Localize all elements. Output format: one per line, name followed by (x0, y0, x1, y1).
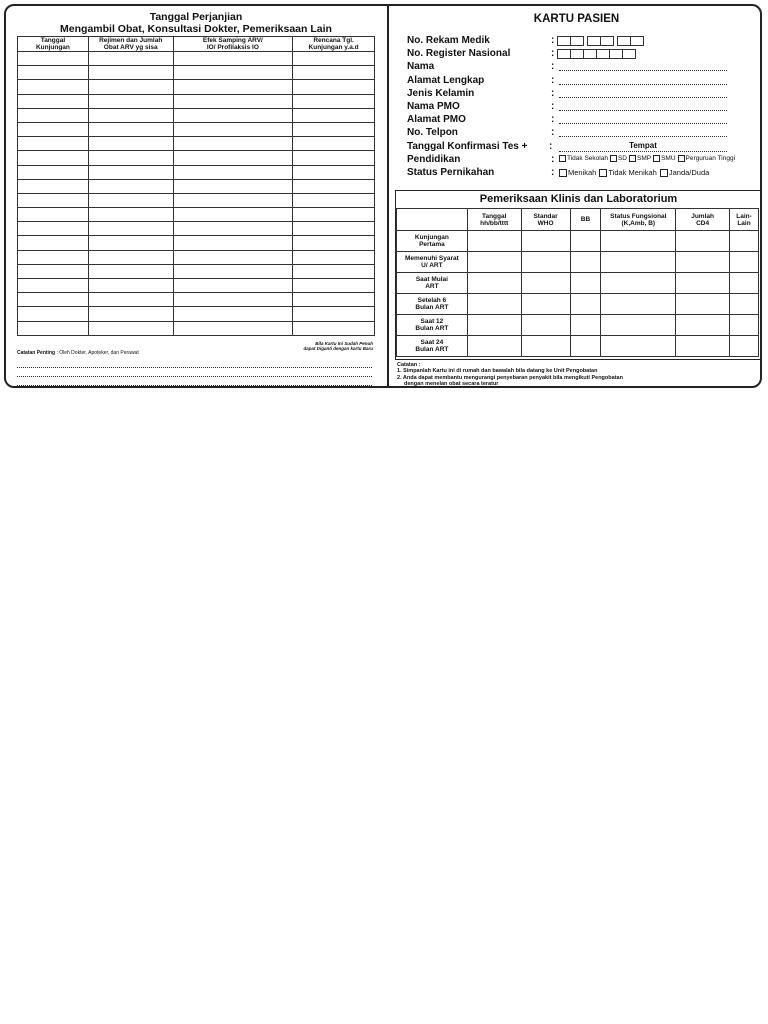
clinical-cell[interactable] (570, 315, 601, 336)
appointment-row (18, 94, 375, 108)
field-colon: : (551, 35, 555, 46)
appointment-cell[interactable] (88, 321, 173, 335)
digit-box[interactable] (557, 49, 571, 59)
digit-box[interactable] (617, 36, 631, 46)
appointment-row (18, 236, 375, 250)
appointment-cell[interactable] (18, 236, 89, 250)
appointment-row (18, 279, 375, 293)
appointment-title-line2: Mengambil Obat, Konsultasi Dokter, Pemeriksaan Lain (60, 23, 332, 35)
clinical-cell[interactable] (730, 273, 759, 294)
clinical-row (397, 315, 759, 336)
field-input-line[interactable] (559, 97, 727, 98)
clinical-cell[interactable] (521, 294, 570, 315)
clinical-exam-box (395, 190, 762, 360)
appointment-cell[interactable] (173, 321, 293, 335)
appointment-cell[interactable] (293, 293, 375, 307)
appointment-cell[interactable] (18, 222, 89, 236)
appointment-cell[interactable] (293, 151, 375, 165)
field-input-line[interactable] (559, 70, 727, 71)
appointment-cell[interactable] (173, 52, 293, 66)
appointment-row (18, 165, 375, 179)
option-label: Tidak Sekolah (567, 154, 608, 162)
field-colon: : (551, 167, 555, 178)
clinical-cell[interactable] (570, 231, 601, 252)
clinical-cell[interactable] (676, 273, 730, 294)
clinical-exam-table (396, 208, 759, 357)
appointment-cell[interactable] (88, 52, 173, 66)
appointment-cell[interactable] (293, 137, 375, 151)
col-tanggal-kunjungan: Tanggal Kunjungan (18, 37, 89, 52)
clinical-cell[interactable] (676, 336, 730, 357)
clinical-header-cell: Tanggal hh/bb/tttt (467, 209, 521, 231)
full-card-note: Bila Kartu Ini Sudah Penuh dapat Diganti dengan kartu Baru (303, 341, 373, 351)
field-row (407, 75, 762, 88)
field-label: No. Register Nasional (407, 48, 511, 60)
appointment-cell[interactable] (88, 137, 173, 151)
field-input-line[interactable] (559, 84, 727, 85)
appointment-row (18, 321, 375, 335)
appointment-cell[interactable] (18, 137, 89, 151)
appointment-cell[interactable] (88, 179, 173, 193)
appointment-cell[interactable] (88, 293, 173, 307)
clinical-exam-title: Pemeriksaan Klinis dan Laboratorium (479, 193, 678, 205)
appointment-row (18, 250, 375, 264)
option-label: SMU (661, 154, 676, 162)
checkbox-icon[interactable] (678, 155, 685, 162)
appointment-cell[interactable] (293, 179, 375, 193)
appointment-row (18, 80, 375, 94)
option-item[interactable] (610, 155, 627, 162)
field-label: Pendidikan (407, 153, 461, 165)
clinical-cell[interactable] (601, 294, 676, 315)
appointment-cell[interactable] (293, 307, 375, 321)
field-input-line[interactable] (559, 123, 727, 124)
option-item[interactable] (678, 155, 736, 162)
clinical-row-label: Memenuhi Syarat U/ ART (397, 252, 468, 273)
appointment-cell[interactable] (293, 94, 375, 108)
field-label: Nama PMO (407, 101, 460, 112)
field-colon: : (549, 140, 553, 152)
field-label: Status Pernikahan (407, 167, 495, 178)
appointment-row (18, 193, 375, 207)
field-row (407, 141, 762, 154)
appointment-row (18, 264, 375, 278)
clinical-cell[interactable] (730, 336, 759, 357)
field-colon: : (551, 87, 555, 99)
appointment-cell[interactable] (293, 108, 375, 122)
appointment-cell[interactable] (88, 151, 173, 165)
appointment-cell[interactable] (18, 165, 89, 179)
field-label: Nama (407, 61, 435, 73)
clinical-cell[interactable] (467, 252, 521, 273)
col-rejimen: Rejimen dan Jumlah Obat ARV yg sisa (88, 37, 173, 52)
checkbox-icon[interactable] (559, 169, 567, 177)
appointment-cell[interactable] (88, 264, 173, 278)
appointment-title-line1: Tanggal Perjanjian (149, 11, 243, 23)
option-item[interactable] (629, 155, 651, 162)
clinical-cell[interactable] (730, 294, 759, 315)
option-label: Menikah (568, 168, 597, 177)
clinical-cell[interactable] (521, 336, 570, 357)
appointment-cell[interactable] (173, 179, 293, 193)
appointment-cell[interactable] (18, 80, 89, 94)
field-row (407, 35, 762, 48)
checkbox-icon[interactable] (660, 169, 668, 177)
appointment-cell[interactable] (173, 293, 293, 307)
notes-line-3: dengan menelan obat secara teratur (404, 380, 499, 387)
note-line-1[interactable] (17, 367, 372, 368)
clinical-cell[interactable] (467, 273, 521, 294)
clinical-cell[interactable] (676, 252, 730, 273)
appointment-cell[interactable] (18, 264, 89, 278)
appointment-cell[interactable] (293, 321, 375, 335)
appointment-row (18, 137, 375, 151)
appointment-body (18, 52, 375, 336)
clinical-cell[interactable] (521, 231, 570, 252)
clinical-cell[interactable] (521, 315, 570, 336)
clinical-cell[interactable] (521, 252, 570, 273)
clinical-cell[interactable] (730, 315, 759, 336)
field-colon: : (551, 48, 555, 60)
clinical-cell[interactable] (676, 231, 730, 252)
appointment-cell[interactable] (293, 250, 375, 264)
clinical-header-cell (397, 209, 468, 231)
clinical-cell[interactable] (570, 294, 601, 315)
field-label: No. Rekam Medik (407, 35, 490, 46)
appointment-cell[interactable] (18, 250, 89, 264)
digit-box[interactable] (630, 36, 644, 46)
appointment-title (6, 11, 386, 35)
notes-title: Catatan : (397, 362, 421, 368)
digit-box[interactable] (570, 49, 584, 59)
field-colon: : (551, 114, 555, 126)
option-label: Janda/Duda (668, 168, 710, 177)
appointment-cell[interactable] (18, 293, 89, 307)
col-rencana-tgl: Rencana Tgl. Kunjungan y.a.d (293, 37, 375, 52)
appointment-cell[interactable] (293, 279, 375, 293)
appointment-cell[interactable] (88, 236, 173, 250)
appointment-cell[interactable] (18, 307, 89, 321)
notes-line-1: 1. Simpanlah Kartu ini di rumah dan bawalah bila datang ke Unit Pengobatan (397, 368, 598, 375)
clinical-cell[interactable] (570, 273, 601, 294)
appointment-row (18, 179, 375, 193)
important-note (17, 350, 139, 356)
appointment-cell[interactable] (173, 208, 293, 222)
appointment-cell[interactable] (18, 208, 89, 222)
appointment-cell[interactable] (88, 222, 173, 236)
appointment-cell[interactable] (88, 193, 173, 207)
field-row (407, 101, 762, 114)
clinical-cell[interactable] (521, 273, 570, 294)
digit-box[interactable] (609, 49, 623, 59)
clinical-row (397, 336, 759, 357)
appointment-cell[interactable] (293, 52, 375, 66)
appointment-cell[interactable] (293, 193, 375, 207)
appointment-cell[interactable] (173, 193, 293, 207)
national-register-boxes[interactable] (557, 49, 635, 59)
checkbox-icon[interactable] (610, 155, 617, 162)
appointment-cell[interactable] (293, 264, 375, 278)
option-label: SMP (636, 154, 652, 162)
clinical-cell[interactable] (467, 294, 521, 315)
appointment-cell[interactable] (173, 66, 293, 80)
digit-box[interactable] (622, 49, 636, 59)
option-item[interactable] (660, 168, 709, 177)
clinical-cell[interactable] (676, 315, 730, 336)
field-row (407, 114, 762, 127)
appointment-cell[interactable] (18, 66, 89, 80)
option-label: Perguruan Tinggi (685, 154, 736, 162)
appointment-cell[interactable] (293, 222, 375, 236)
clinical-cell[interactable] (730, 252, 759, 273)
appointment-cell[interactable] (173, 250, 293, 264)
field-row (407, 127, 762, 140)
appointment-cell[interactable] (293, 80, 375, 94)
appointment-cell[interactable] (173, 151, 293, 165)
appointment-cell[interactable] (173, 279, 293, 293)
checkbox-icon[interactable] (629, 155, 636, 162)
patient-info-panel (389, 6, 762, 386)
field-colon: : (551, 127, 555, 139)
digit-box[interactable] (557, 36, 571, 46)
appointment-cell[interactable] (173, 307, 293, 321)
patient-card (4, 4, 762, 388)
clinical-row (397, 273, 759, 294)
appointment-cell[interactable] (293, 236, 375, 250)
appointment-cell[interactable] (173, 236, 293, 250)
note-line-2[interactable] (17, 376, 372, 377)
appointment-row (18, 293, 375, 307)
checkbox-icon[interactable] (599, 169, 607, 177)
appointment-table (17, 36, 375, 336)
digit-box[interactable] (596, 49, 610, 59)
important-note-text: : Oleh Dokter, Apoteker, dan Perawat (56, 350, 139, 356)
appointment-cell[interactable] (18, 193, 89, 207)
appointment-cell[interactable] (88, 108, 173, 122)
note-line-3[interactable] (17, 385, 372, 386)
clinical-cell[interactable] (467, 231, 521, 252)
field-label: Tanggal Konfirmasi Tes + (407, 140, 528, 152)
appointment-cell[interactable] (88, 122, 173, 136)
appointment-cell[interactable] (293, 122, 375, 136)
field-colon: : (551, 153, 555, 165)
education-options (559, 155, 735, 162)
field-colon: : (551, 101, 555, 112)
appointment-cell[interactable] (293, 165, 375, 179)
tempat-field[interactable]: Tempat (559, 141, 727, 152)
appointment-row (18, 307, 375, 321)
clinical-cell[interactable] (570, 336, 601, 357)
clinical-header-cell: BB (570, 209, 601, 231)
appointment-cell[interactable] (18, 279, 89, 293)
appointment-cell[interactable] (88, 165, 173, 179)
appointment-cell[interactable] (173, 264, 293, 278)
field-label: No. Telpon (407, 127, 458, 139)
appointment-row (18, 108, 375, 122)
appointment-cell[interactable] (173, 80, 293, 94)
digit-box[interactable] (587, 36, 601, 46)
clinical-cell[interactable] (601, 336, 676, 357)
clinical-cell[interactable] (467, 315, 521, 336)
medical-record-boxes[interactable] (557, 36, 643, 46)
clinical-header-cell: Standar WHO (521, 209, 570, 231)
appointment-cell[interactable] (88, 208, 173, 222)
appointment-cell[interactable] (173, 137, 293, 151)
clinical-row-label: Setelah 6 Bulan ART (397, 294, 468, 315)
appointment-row (18, 122, 375, 136)
option-item[interactable] (559, 168, 596, 177)
clinical-cell[interactable] (676, 294, 730, 315)
digit-box[interactable] (570, 36, 584, 46)
appointment-cell[interactable] (18, 108, 89, 122)
appointment-cell[interactable] (173, 222, 293, 236)
appointment-cell[interactable] (18, 52, 89, 66)
clinical-row (397, 231, 759, 252)
appointment-cell[interactable] (88, 279, 173, 293)
clinical-cell[interactable] (467, 336, 521, 357)
appointment-header-row (18, 37, 375, 52)
appointment-row (18, 151, 375, 165)
clinical-cell[interactable] (601, 231, 676, 252)
marital-options (559, 168, 709, 177)
appointment-cell[interactable] (293, 66, 375, 80)
clinical-row-label: Saat 12 Bulan ART (397, 315, 468, 336)
clinical-header-cell: Status Fungsional (K,Amb, B) (601, 209, 676, 231)
card-notes (397, 362, 623, 387)
field-colon: : (551, 74, 555, 86)
clinical-row-label: Saat Mulai ART (397, 273, 468, 294)
field-input-line[interactable] (559, 110, 727, 111)
option-item[interactable] (653, 155, 675, 162)
clinical-row-label: Kunjungan Pertama (397, 231, 468, 252)
appointment-cell[interactable] (18, 321, 89, 335)
digit-box[interactable] (600, 36, 614, 46)
appointment-cell[interactable] (18, 179, 89, 193)
card-title: KARTU PASIEN (533, 13, 620, 25)
field-label: Alamat PMO (407, 114, 466, 126)
clinical-cell[interactable] (601, 315, 676, 336)
appointment-panel (6, 6, 386, 386)
appointment-row (18, 222, 375, 236)
checkbox-icon[interactable] (559, 155, 566, 162)
field-input-line[interactable] (559, 136, 727, 137)
col-efek-samping: Efek Samping ARV/ IO/ Profilaksis IO (173, 37, 293, 52)
clinical-header-row (397, 209, 759, 231)
clinical-cell[interactable] (601, 273, 676, 294)
field-row (407, 88, 762, 101)
appointment-cell[interactable] (88, 94, 173, 108)
appointment-row (18, 52, 375, 66)
appointment-cell[interactable] (88, 66, 173, 80)
appointment-cell[interactable] (18, 94, 89, 108)
field-colon: : (551, 61, 555, 73)
clinical-row (397, 294, 759, 315)
option-label: SD (617, 154, 627, 162)
appointment-cell[interactable] (293, 208, 375, 222)
appointment-cell[interactable] (88, 307, 173, 321)
option-item[interactable] (599, 168, 657, 177)
field-label: Jenis Kelamin (407, 87, 475, 99)
clinical-row-label: Saat 24 Bulan ART (397, 336, 468, 357)
appointment-row (18, 208, 375, 222)
appointment-cell[interactable] (88, 250, 173, 264)
appointment-row (18, 66, 375, 80)
field-row (407, 61, 762, 74)
option-label: Tidak Menikah (608, 168, 657, 177)
clinical-cell[interactable] (601, 252, 676, 273)
appointment-cell[interactable] (88, 80, 173, 94)
appointment-cell[interactable] (173, 122, 293, 136)
clinical-header-cell: Lain- Lain (730, 209, 759, 231)
field-row (407, 154, 762, 167)
digit-box[interactable] (583, 49, 597, 59)
appointment-cell[interactable] (173, 108, 293, 122)
checkbox-icon[interactable] (653, 155, 660, 162)
clinical-row (397, 252, 759, 273)
field-row (407, 48, 762, 61)
clinical-header-cell: Jumlah CD4 (676, 209, 730, 231)
option-item[interactable] (559, 155, 608, 162)
clinical-cell[interactable] (730, 231, 759, 252)
appointment-cell[interactable] (173, 94, 293, 108)
field-label: Alamat Lengkap (407, 74, 485, 86)
appointment-cell[interactable] (18, 151, 89, 165)
appointment-cell[interactable] (18, 122, 89, 136)
clinical-cell[interactable] (570, 252, 601, 273)
appointment-cell[interactable] (173, 165, 293, 179)
important-note-label: Catatan Penting (17, 350, 56, 356)
notes-line-2: 2. Anda dapat membantu mengurangi penyebaran penyakit bila mengikuti Pengobatan (397, 374, 623, 381)
field-row (407, 167, 762, 180)
clinical-body (397, 231, 759, 357)
